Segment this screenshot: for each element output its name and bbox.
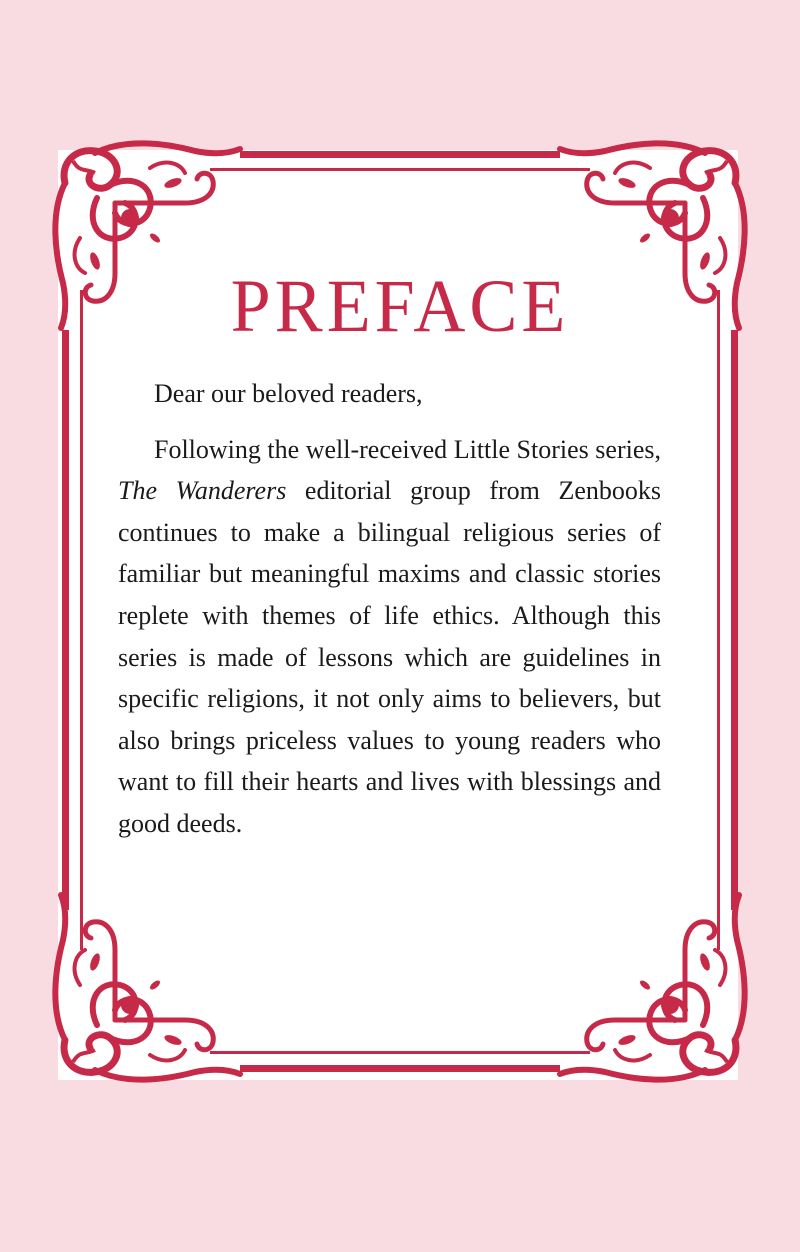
right-border-thick [731,330,738,910]
left-border-thick [62,330,69,910]
top-border-thin [210,168,590,171]
preface-title: PREFACE [230,264,570,349]
top-border-thick [240,151,560,158]
paragraph-text-end: editorial group from Zenbooks continues to make a bilingual religious series of familiar but meaningful maxims and classic stories replete with themes of life ethics. Although this series is made of lessons which are guidelines in specific religions, it not only aims to believers, but also brings priceless values to young readers who want to fill their hearts and lives with blessings and good deeds. [118,476,661,838]
bottom-border-thick [240,1065,560,1072]
series-title: The Wanderers [118,476,287,506]
greeting-paragraph: Dear our beloved readers, [154,379,423,408]
left-border-thin [80,290,83,950]
paragraph-text-start: Following the well-received Little Stories series, [154,434,661,464]
preface-body [118,373,661,845]
bottom-border-thin [210,1051,590,1054]
main-paragraph [118,429,661,845]
right-border-thin [717,290,720,950]
